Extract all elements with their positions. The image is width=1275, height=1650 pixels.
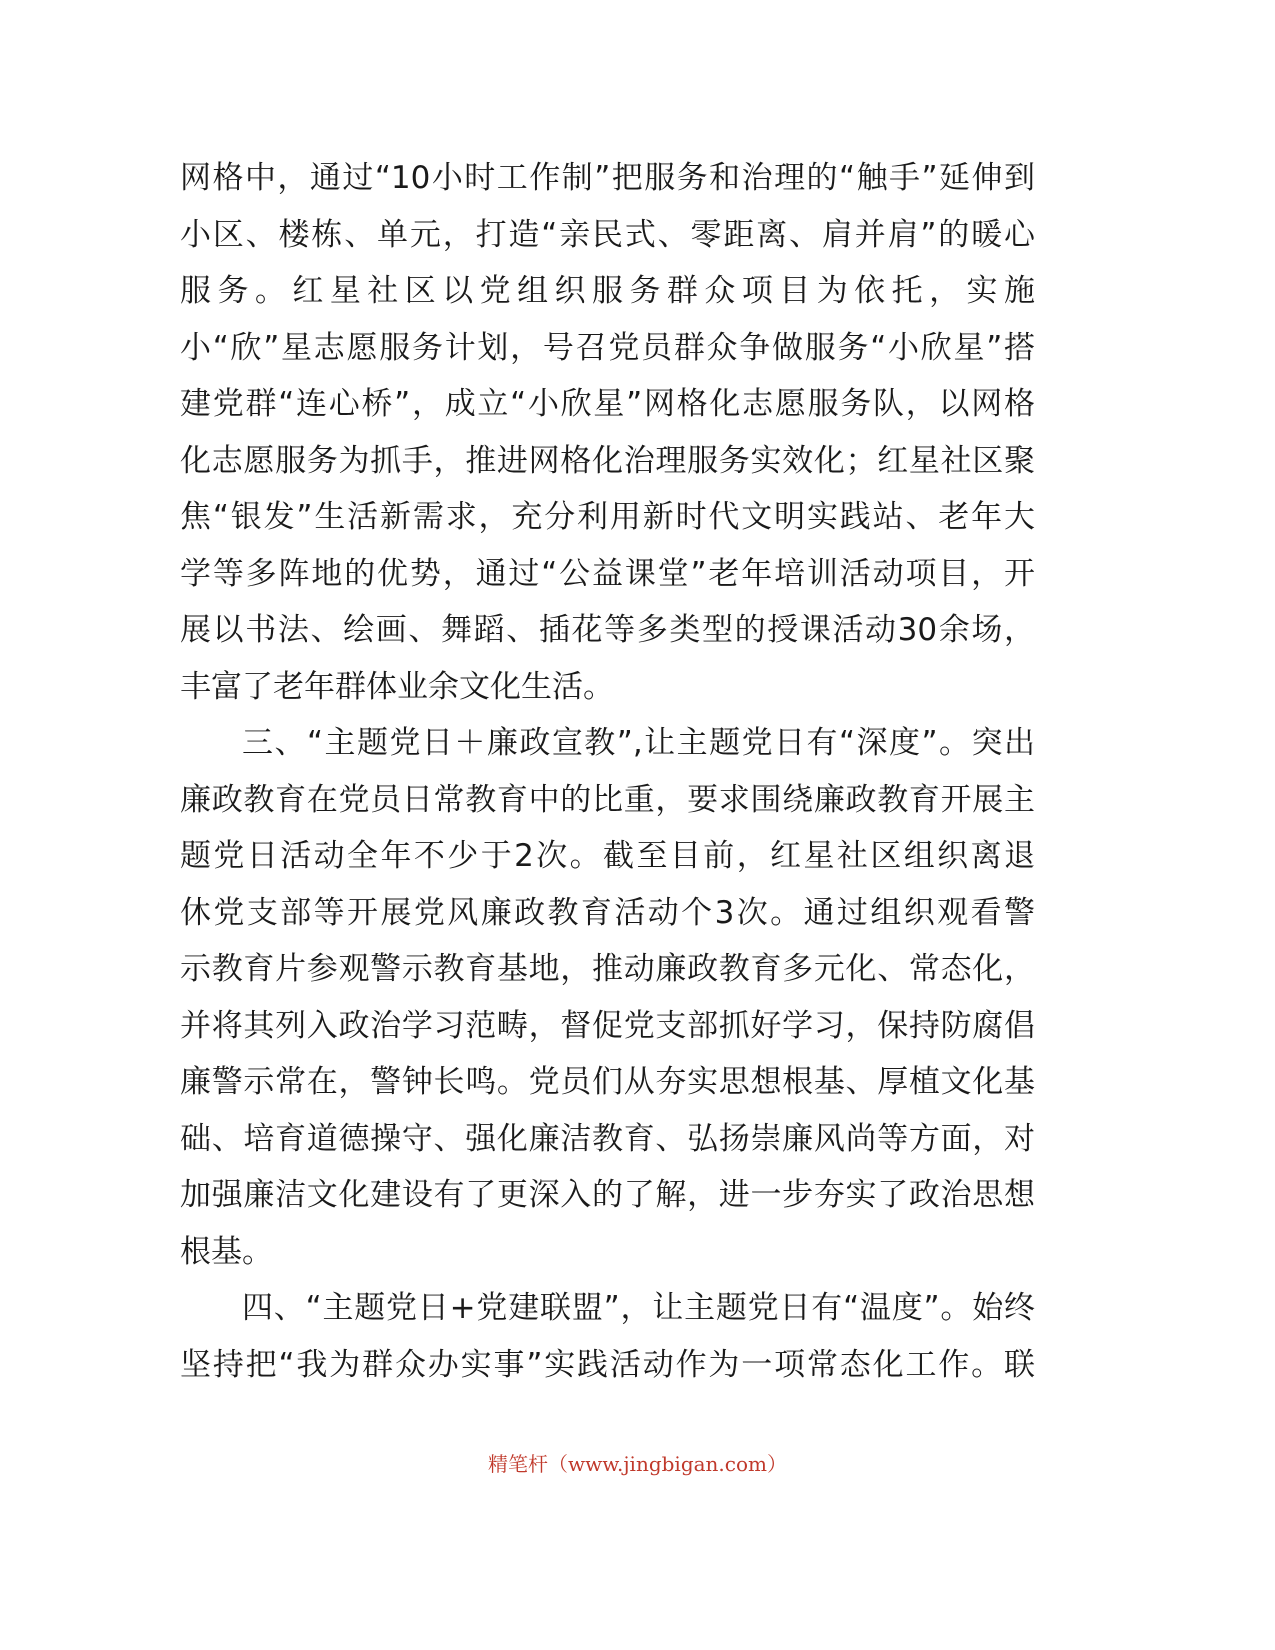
text-line: 小区、楼栋、单元，打造“亲民式、零距离、肩并肩”的暖心 xyxy=(180,216,1035,253)
text-line: 题党日活动全年不少于2次。截至目前，红星社区组织离退 xyxy=(180,838,1035,874)
text-line: 学等多阵地的优势，通过“公益课堂”老年培训活动项目，开 xyxy=(180,555,1035,592)
text-line: 坚持把“我为群众办实事”实践活动作为一项常态化工作。联 xyxy=(180,1346,1035,1383)
text-line: 加强廉洁文化建设有了更深入的了解，进一步夯实了政治思想 xyxy=(180,1177,1035,1213)
text-line: 网格中，通过“10小时工作制”把服务和治理的“触手”延伸到 xyxy=(180,160,1035,196)
text-line: 廉政教育在党员日常教育中的比重，要求围绕廉政教育开展主 xyxy=(180,781,1035,818)
footer-watermark: 精笔杆（www.jingbigan.com） xyxy=(488,1452,787,1476)
document-body xyxy=(180,150,1035,1393)
text-line: 展以书法、绘画、舞蹈、插花等多类型的授课活动30余场， xyxy=(180,612,1035,648)
text-line: 小“欣”星志愿服务计划，号召党员群众争做服务“小欣星”搭 xyxy=(180,329,1035,366)
section-heading-line: 四、“主题党日+党建联盟”，让主题党日有“温度”。始终 xyxy=(242,1290,1035,1326)
paragraph-section-four xyxy=(180,1280,1035,1393)
text-line: 示教育片参观警示教育基地，推动廉政教育多元化、常态化， xyxy=(180,951,1035,987)
text-line: 休党支部等开展党风廉政教育活动个3次。通过组织观看警 xyxy=(180,894,1035,931)
text-line: 根基。 xyxy=(180,1233,273,1270)
text-line: 化志愿服务为抓手，推进网格化治理服务实效化；红星社区聚 xyxy=(180,442,1035,479)
text-line: 并将其列入政治学习范畴，督促党支部抓好学习，保持防腐倡 xyxy=(180,1007,1035,1044)
text-line: 建党群“连心桥”，成立“小欣星”网格化志愿服务队，以网格 xyxy=(180,386,1035,422)
text-line: 丰富了老年群体业余文化生活。 xyxy=(180,668,614,705)
text-line: 础、培育道德操守、强化廉洁教育、弘扬崇廉风尚等方面，对 xyxy=(180,1120,1035,1157)
paragraph-section-three xyxy=(180,715,1035,1280)
text-line: 廉警示常在，警钟长鸣。党员们从夯实思想根基、厚植文化基 xyxy=(180,1064,1035,1100)
text-line: 焦“银发”生活新需求，充分利用新时代文明实践站、老年大 xyxy=(180,499,1035,535)
paragraph-grid-service xyxy=(180,150,1035,715)
section-heading-line: 三、“主题党日＋廉政宣教”,让主题党日有“深度”。突出 xyxy=(242,725,1035,761)
text-line: 服务。红星社区以党组织服务群众项目为依托，实施 xyxy=(180,273,1035,309)
